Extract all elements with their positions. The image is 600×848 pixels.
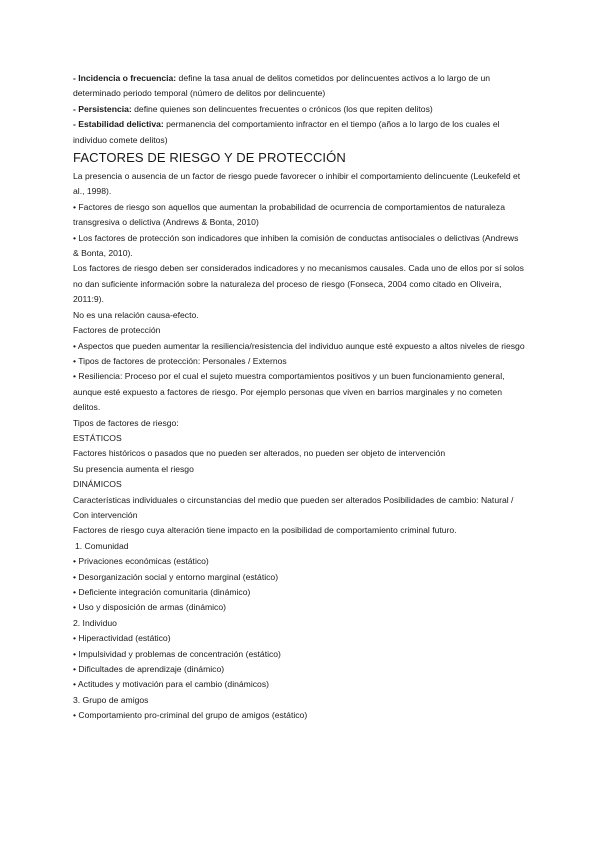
list-item: • Privaciones económicas (estático) — [73, 556, 209, 567]
definition-text: define quienes son delincuentes frecuentes o crónicos (los que repiten delitos) — [131, 103, 433, 114]
paragraph-no-causa: No es una relación causa-efecto. — [73, 309, 199, 320]
definition-text: permanencia del comportamiento infractor en el tiempo (años a lo largo de los cuales el individuo comete delitos) — [73, 119, 500, 145]
subheading-factores-proteccion: Factores de protección — [73, 325, 161, 336]
subheading-dinamicos: DINÁMICOS — [73, 479, 122, 490]
paragraph-intro: La presencia o ausencia de un factor de riesgo puede favorecer o inhibir el comportamiento delincuente (Leukefeld et al., 1998). — [73, 171, 521, 197]
bullet-proteccion-1: • Aspectos que pueden aumentar la resiliencia/resistencia del individuo aunque esté expuesto a altos niveles de riesgo — [73, 340, 525, 351]
list-item: • Comportamiento pro-criminal del grupo de amigos (estático) — [73, 710, 308, 721]
definition-persistencia — [73, 102, 525, 117]
definition-term: - Persistencia: — [73, 103, 132, 114]
paragraph-dinamicos-1: Características individuales o circunstancias del medio que pueden ser alterados Posibilidades de cambio: Natural / Con intervención — [73, 494, 514, 520]
bullet-proteccion-2: • Tipos de factores de protección: Personales / Externos — [73, 355, 287, 366]
list-item: • Dificultades de aprendizaje (dinámico) — [73, 664, 225, 675]
list-item: • Uso y disposición de armas (dinámico) — [73, 602, 226, 613]
bullet-riesgo-definicion: • Factores de riesgo son aquellos que aumentan la probabilidad de ocurrencia de comportamientos de naturaleza transgresiva o delictiva (Andrews & Bonta, 2010) — [73, 201, 506, 228]
paragraph-estaticos-1: Factores históricos o pasados que no pueden ser alterados, no pueden ser objeto de intervención — [73, 448, 446, 459]
definition-estabilidad — [73, 117, 525, 148]
definition-incidencia — [73, 71, 525, 102]
definition-term: - Estabilidad delictiva: — [73, 119, 164, 130]
paragraph-dinamicos-2: Factores de riesgo cuya alteración tiene impacto en la posibilidad de comportamiento criminal futuro. — [73, 525, 457, 536]
definition-text: define la tasa anual de delitos cometidos por delincuentes activos a lo largo de un determinado periodo temporal (número de delitos por delincuente) — [73, 73, 491, 99]
list-item: • Actitudes y motivación para el cambio (dinámicos) — [73, 679, 269, 690]
paragraph-indicadores: Los factores de riesgo deben ser considerados indicadores y no mecanismos causales. Cada uno de ellos por sí solos no dan suficiente información sobre la naturaleza del proceso de riesgo (Fonseca, 2004 como citado en Oliveira, 2011:9). — [73, 263, 524, 305]
bullet-proteccion-definicion: • Los factores de protección son indicadores que inhiben la comisión de conductas antisociales o delictivas (Andrews & Bonta, 2010). — [73, 232, 519, 259]
subheading-estaticos: ESTÁTICOS — [73, 432, 122, 443]
bullet-proteccion-3: • Resiliencia: Proceso por el cual el sujeto muestra comportamientos positivos y un buen funcionamiento general, aunque esté expuesto a factores de riesgo. Por ejemplo personas que viven en barrios marginales y no cometen delitos. — [73, 371, 505, 413]
list-title-individuo: 2. Individuo — [73, 617, 117, 628]
list-title-comunidad: 1. Comunidad — [75, 540, 129, 551]
definition-term: - Incidencia o frecuencia: — [73, 73, 177, 83]
list-title-grupo-amigos: 3. Grupo de amigos — [73, 694, 149, 705]
section-heading: FACTORES DE RIESGO Y DE PROTECCIÓN — [73, 150, 346, 166]
list-item: • Deficiente integración comunitaria (dinámico) — [73, 587, 251, 597]
paragraph-estaticos-2: Su presencia aumenta el riesgo — [73, 463, 194, 474]
list-item: • Hiperactividad (estático) — [73, 633, 171, 644]
list-item: • Impulsividad y problemas de concentración (estático) — [73, 648, 281, 659]
document-body — [73, 71, 525, 724]
list-item: • Desorganización social y entorno marginal (estático) — [73, 571, 279, 582]
subheading-tipos: Tipos de factores de riesgo: — [73, 417, 179, 428]
